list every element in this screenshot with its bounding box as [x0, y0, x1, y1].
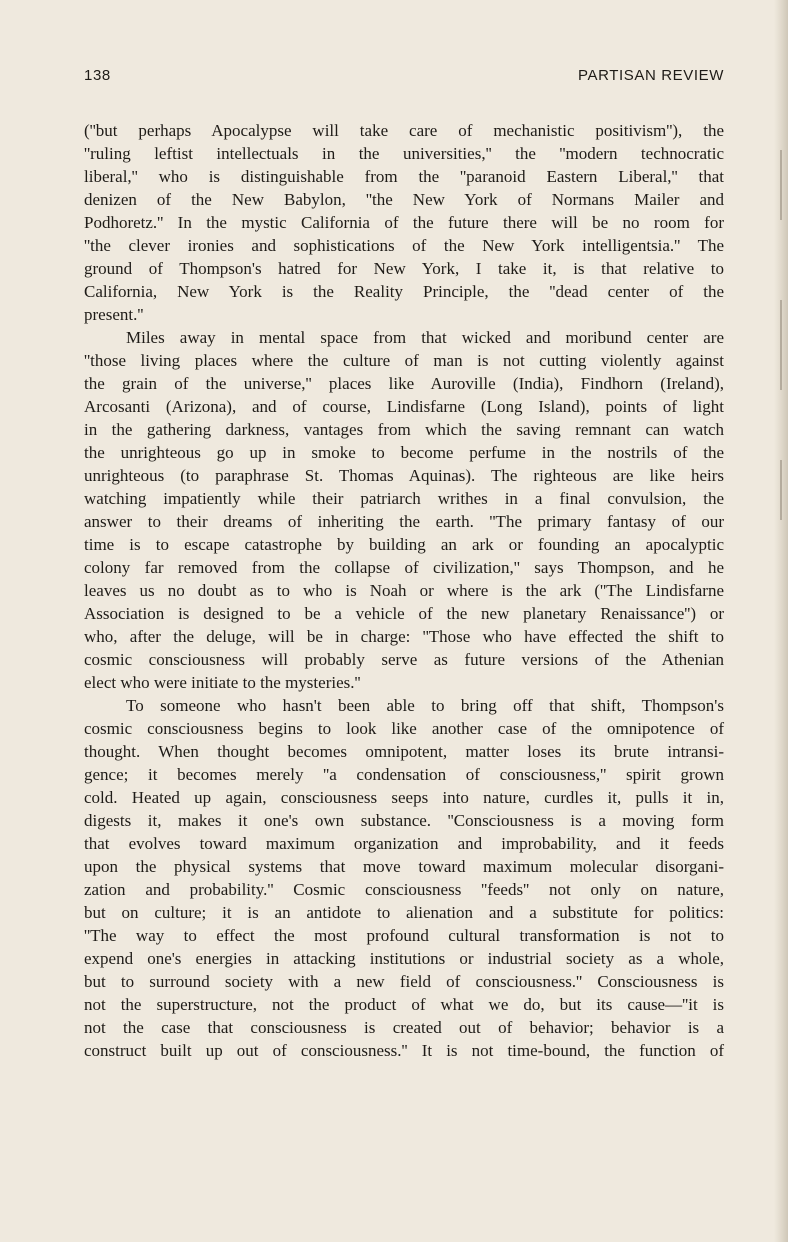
text-line: liberal,'' who is distinguishable from the ''paranoid Eastern Liberal,'' that — [84, 167, 724, 186]
text-line: cold. Heated up again, consciousness seeps into nature, curdles it, pulls it in, — [84, 788, 724, 807]
text-line: time is to escape catastrophe by building an ark or founding an apocalyptic — [84, 535, 724, 554]
text-line: unrighteous (to paraphrase St. Thomas Aquinas). The righteous are like heirs — [84, 466, 724, 485]
text-line: the unrighteous go up in smoke to become perfume in the nostrils of the — [84, 443, 724, 462]
text-line: thought. When thought becomes omnipotent, matter loses its brute intransi- — [84, 742, 724, 761]
text-line: present.'' — [84, 305, 144, 324]
text-line: (''but perhaps Apocalypse will take care of mechanistic positivism''), the — [84, 121, 724, 140]
binding-shadow — [780, 300, 782, 390]
text-line: but to surround society with a new field of consciousness.'' Consciousness is — [84, 972, 724, 991]
text-line: but on culture; it is an antidote to alienation and a substitute for politics: — [84, 903, 724, 922]
journal-title: PARTISAN REVIEW — [578, 67, 724, 84]
text-line: cosmic consciousness will probably serve as future versions of the Athenian — [84, 650, 724, 669]
text-line: elect who were initiate to the mysteries.'' — [84, 673, 361, 692]
paragraph — [84, 694, 724, 1062]
text-line: construct built up out of consciousness.'' It is not time-bound, the function of — [84, 1041, 724, 1060]
text-line: colony far removed from the collapse of civilization,'' says Thompson, and he — [84, 558, 724, 577]
text-line: expend one's energies in attacking institutions or industrial society as a whole, — [84, 949, 724, 968]
text-line: ''The way to effect the most profound cultural transformation is not to — [84, 926, 724, 945]
text-line: zation and probability.'' Cosmic consciousness ''feeds'' not only on nature, — [84, 880, 724, 899]
text-line: watching impatiently while their patriarch writhes in a final convulsion, the — [84, 489, 724, 508]
text-line: denizen of the New Babylon, ''the New York of Normans Mailer and — [84, 190, 724, 209]
text-line: Association is designed to be a vehicle of the new planetary Renaissance'') or — [84, 604, 724, 623]
text-line: Podhoretz.'' In the mystic California of the future there will be no room for — [84, 213, 724, 232]
paragraph — [84, 119, 724, 326]
text-line: not the case that consciousness is created out of behavior; behavior is a — [84, 1018, 724, 1037]
text-line: leaves us no doubt as to who is Noah or where is the ark (''The Lindisfarne — [84, 581, 724, 600]
text-line: cosmic consciousness begins to look like another case of the omnipotence of — [84, 719, 724, 738]
text-line: who, after the deluge, will be in charge: ''Those who have effected the shift to — [84, 627, 724, 646]
text-line: not the superstructure, not the product of what we do, but its cause—''it is — [84, 995, 724, 1014]
text-line: gence; it becomes merely ''a condensation of consciousness,'' spirit grown — [84, 765, 724, 784]
text-line: Arcosanti (Arizona), and of course, Lindisfarne (Long Island), points of light — [84, 397, 724, 416]
running-head — [84, 67, 724, 89]
text-line: ground of Thompson's hatred for New York, I take it, is that relative to — [84, 259, 724, 278]
paragraph — [84, 326, 724, 694]
body-text — [84, 119, 724, 1062]
text-line: ''the clever ironies and sophistications of the New York intelligentsia.'' The — [84, 236, 724, 255]
text-line: answer to their dreams of inheriting the earth. ''The primary fantasy of our — [84, 512, 724, 531]
binding-shadow — [780, 150, 782, 220]
text-line: Miles away in mental space from that wicked and moribund center are — [126, 328, 724, 347]
text-line: that evolves toward maximum organization and improbability, and it feeds — [84, 834, 724, 853]
page-number: 138 — [84, 67, 111, 84]
text-line: California, New York is the Reality Principle, the ''dead center of the — [84, 282, 724, 301]
text-line: ''those living places where the culture of man is not cutting violently against — [84, 351, 724, 370]
text-line: upon the physical systems that move toward maximum molecular disorgani- — [84, 857, 724, 876]
binding-shadow — [780, 460, 782, 520]
text-line: ''ruling leftist intellectuals in the universities,'' the ''modern technocratic — [84, 144, 724, 163]
text-line: digests it, makes it one's own substance. ''Consciousness is a moving form — [84, 811, 724, 830]
text-line: the grain of the universe,'' places like Auroville (India), Findhorn (Ireland), — [84, 374, 724, 393]
text-line: in the gathering darkness, vantages from which the saving remnant can watch — [84, 420, 724, 439]
text-line: To someone who hasn't been able to bring off that shift, Thompson's — [126, 696, 724, 715]
